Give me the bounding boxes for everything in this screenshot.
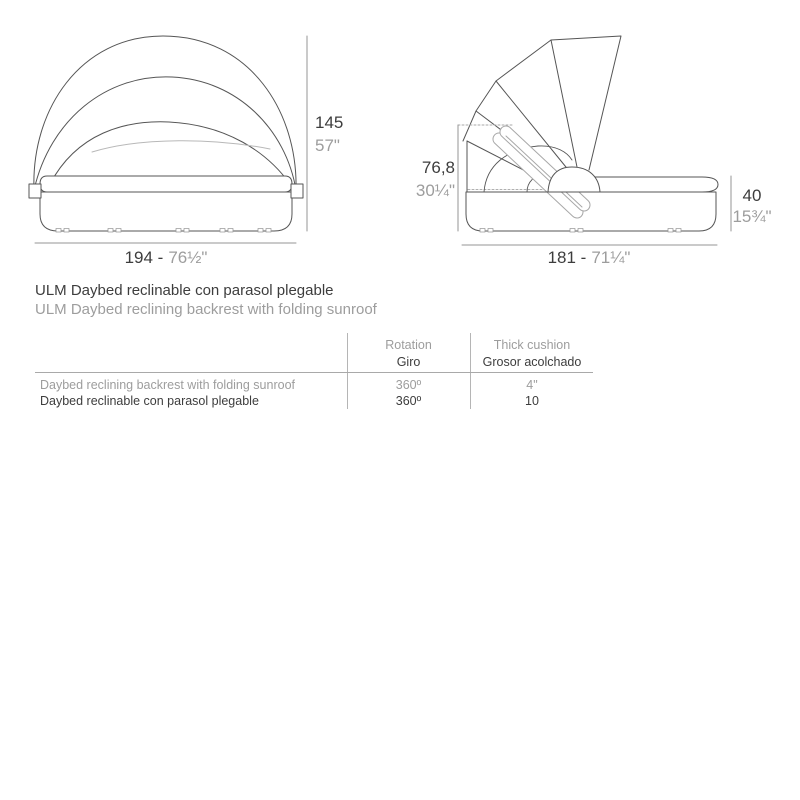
table-row-name-en: Daybed reclining backrest with folding sunroof	[40, 378, 295, 392]
front-hinge-right	[291, 184, 303, 198]
side-view-drawing	[463, 36, 718, 232]
cushion-header-en: Thick cushion	[493, 338, 571, 352]
front-mattress	[40, 176, 292, 192]
table-name-cells	[40, 378, 340, 409]
table-row-rotation-en: 360º	[395, 378, 422, 392]
front-height-label-in: 57"	[315, 136, 340, 155]
front-height-label-cm: 145	[315, 113, 344, 132]
technical-drawing	[0, 0, 800, 275]
front-view-drawing	[29, 36, 303, 232]
base-height-label-in: 15¾"	[732, 207, 772, 226]
product-title-en: ULM Daybed reclining backrest with folding sunroof	[35, 301, 377, 318]
base-height-label-cm: 40	[742, 186, 762, 205]
backrest-height-label-cm: 76,8	[421, 158, 455, 177]
table-row-cushion-en: 4"	[526, 378, 538, 392]
product-title-es: ULM Daybed reclinable con parasol plegable	[35, 282, 334, 299]
title-block	[35, 281, 377, 319]
sunroof-arc-mid	[34, 77, 296, 190]
side-base	[466, 192, 716, 231]
side-mattress	[588, 177, 718, 192]
rotation-column-header	[348, 337, 469, 371]
table-header-rule	[35, 372, 593, 373]
backrest-height-label-in: 30¼"	[415, 181, 455, 200]
table-row-name-es: Daybed reclinable con parasol plegable	[40, 393, 259, 408]
side-width-label: 181 - 71¼"	[547, 248, 631, 267]
front-base	[40, 192, 292, 231]
table-rotation-cells	[348, 378, 469, 409]
rotation-header-en: Rotation	[385, 338, 432, 352]
rotation-header-es: Giro	[396, 355, 421, 369]
cushion-header-es: Grosor acolchado	[482, 355, 582, 369]
table-row-cushion-es: 10	[525, 393, 539, 408]
table-cushion-cells	[471, 378, 593, 409]
sunroof-fan-outline	[463, 36, 621, 170]
sunroof-arc-closed	[50, 122, 290, 184]
cushion-column-header	[471, 337, 593, 371]
front-width-label: 194 - 76½"	[124, 248, 208, 267]
front-hinge-left	[29, 184, 41, 198]
sunroof-arc-open	[34, 36, 296, 190]
table-row-rotation-es: 360º	[395, 393, 422, 408]
